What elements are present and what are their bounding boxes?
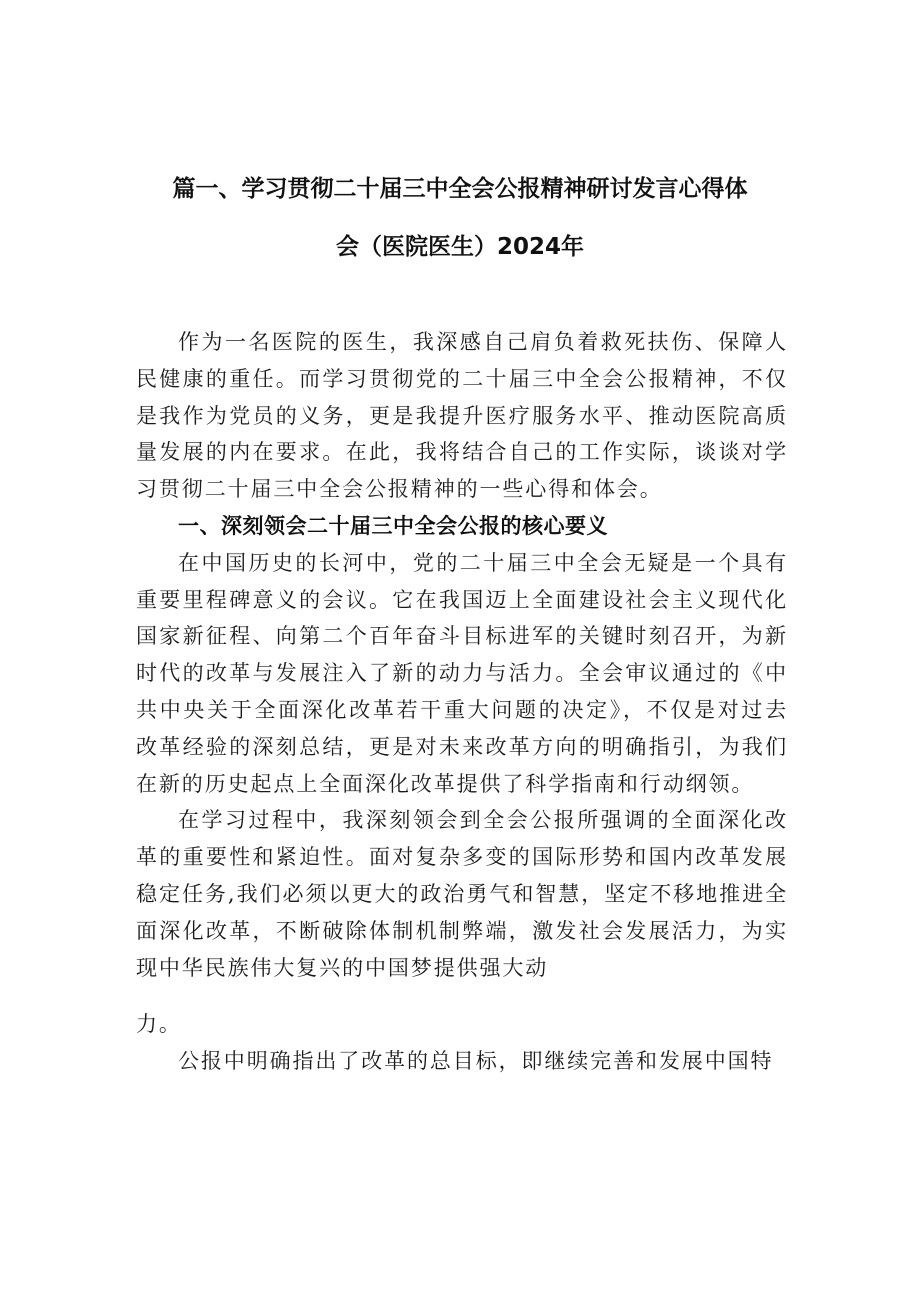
body-paragraph: 在中国历史的长河中，党的二十届三中全会无疑是一个具有重要里程碑意义的会议。它在我国迈上全面建设社会主义现代化国家新征程、向第二个百年奋斗目标进军的关键时刻召开，为新时代的改革与发展注入了新的动力与活力。全会审议通过的《中共中央关于全面深化改革若干重大问题的决定》，不仅是对过去改革经验的深刻总结，更是对未来改革方向的明确指引，为我们在新的历史起点上全面深化改革提供了科学指南和行动纲领。: [136, 550, 788, 796]
section-heading: 一、深刻领会二十届三中全会公报的核心要义: [178, 513, 608, 538]
body-paragraph: 在学习过程中，我深刻领会到全会公报所强调的全面深化改革的重要性和紧迫性。面对复杂多变的国际形势和国内改革发展稳定任务,我们必须以更大的政治勇气和智慧，坚定不移地推进全面深化改革，不断破除体制机制弊端，激发社会发展活力，为实现中华民族伟大复兴的中国梦提供强大动: [136, 808, 788, 980]
intro-paragraph: 作为一名医院的医生，我深感自己肩负着救死扶伤、保障人民健康的重任。而学习贯彻党的二十届三中全会公报精神，不仅是我作为党员的义务，更是我提升医疗服务水平、推动医院高质量发展的内在要求。在此，我将结合自己的工作实际，谈谈对学习贯彻二十届三中全会公报精神的一些心得和体会。: [136, 330, 788, 502]
title-line-2: 会（医院医生）2024年: [335, 234, 584, 260]
title-line-1: 篇一、学习贯彻二十届三中全会公报精神研讨发言心得体: [172, 176, 748, 202]
body-paragraph: 公报中明确指出了改革的总目标，即继续完善和发展中国特: [178, 1049, 774, 1074]
document-body: [136, 324, 788, 1080]
paragraph-continuation: 力。: [136, 1012, 182, 1037]
document-title: [0, 160, 920, 276]
